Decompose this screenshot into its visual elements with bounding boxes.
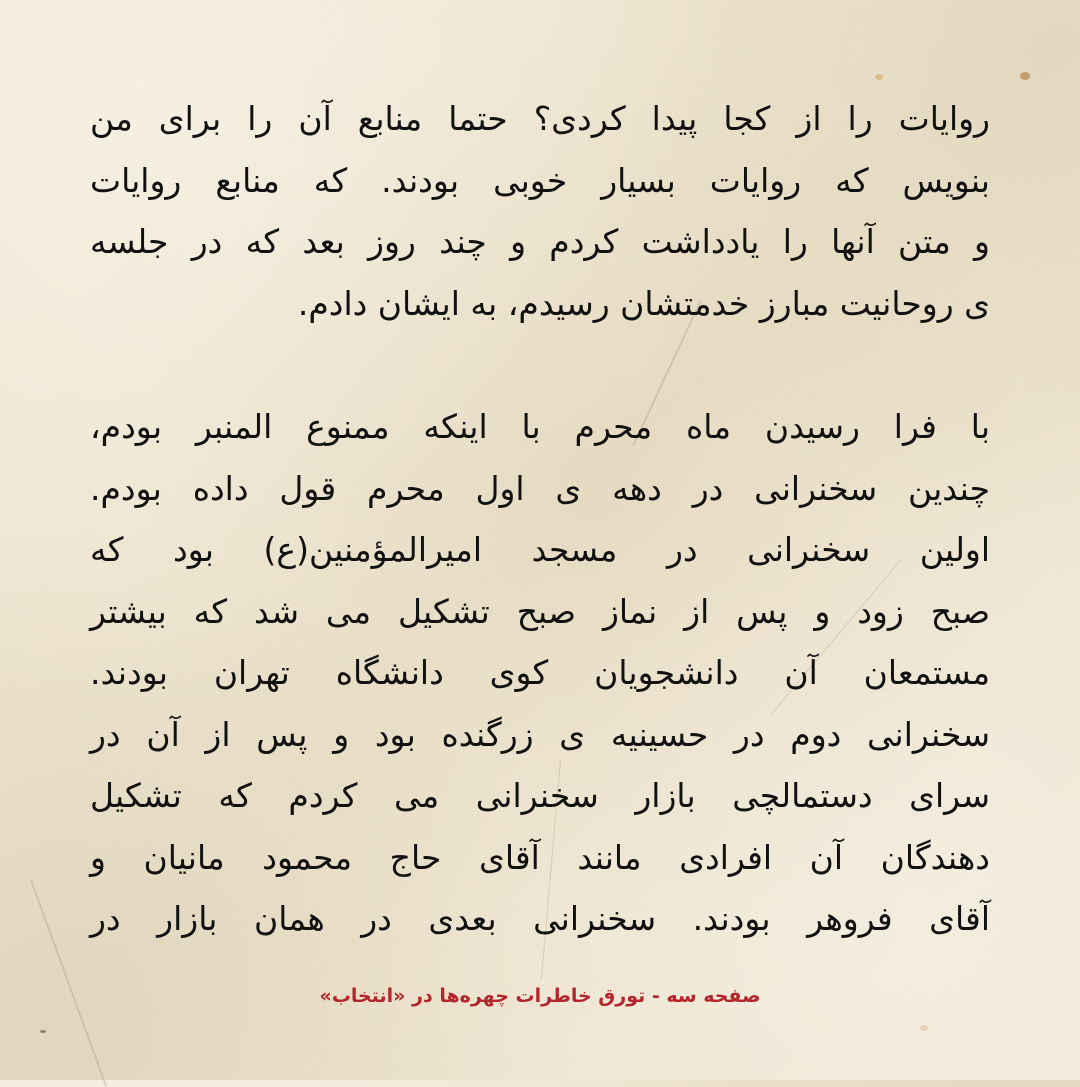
paper-stain: [920, 1025, 928, 1031]
text-line: ی روحانیت مبارز خدمتشان رسیدم، به ایشان دادم.: [297, 283, 990, 323]
footer-caption: صفحه سه - تورق خاطرات چهره‌ها در «انتخاب»: [319, 985, 761, 1007]
text-line: سخنرانی دوم در حسینیه ی زرگنده بود و پس از آن در: [90, 714, 990, 754]
text-line: بنویس که روایات بسیار خوبی بودند. که منابع روایات: [90, 160, 990, 200]
text-line: اولین سخنرانی در مسجد امیرالمؤمنین(ع) بود که: [90, 530, 990, 569]
text-line: آقای فروهر بودند. سخنرانی بعدی در همان بازار در: [90, 899, 990, 938]
paragraph-2: [90, 396, 990, 950]
text-line: مستمعان آن دانشجویان کوی دانشگاه تهران بودند.: [90, 653, 990, 692]
text-line: چندین سخنرانی در دهه ی اول محرم قول داده بودم.: [90, 468, 990, 508]
text-line: سرای دستمالچی بازار سخنرانی می کردم که تشکیل: [90, 776, 990, 815]
text-line: صبح زود و پس از نماز صبح تشکیل می شد که بیشتر: [90, 591, 990, 631]
text-line: با فرا رسیدن ماه محرم با اینکه ممنوع المنبر بودم،: [90, 407, 990, 446]
text-line: و متن آنها را یادداشت کردم و چند روز بعد که در جلسه: [90, 222, 990, 261]
paper-stain: [1020, 72, 1030, 80]
document-body: [90, 88, 990, 950]
paper-stain: [40, 1030, 46, 1033]
paragraph-1: [90, 88, 990, 334]
paper-stain: [875, 74, 883, 80]
text-line: دهندگان آن افرادی مانند آقای حاج محمود مانیان و: [90, 837, 990, 877]
paragraph-gap: [90, 334, 990, 396]
text-line: روایات را از کجا پیدا کردی؟ حتما منابع آن را برای من: [90, 99, 990, 138]
